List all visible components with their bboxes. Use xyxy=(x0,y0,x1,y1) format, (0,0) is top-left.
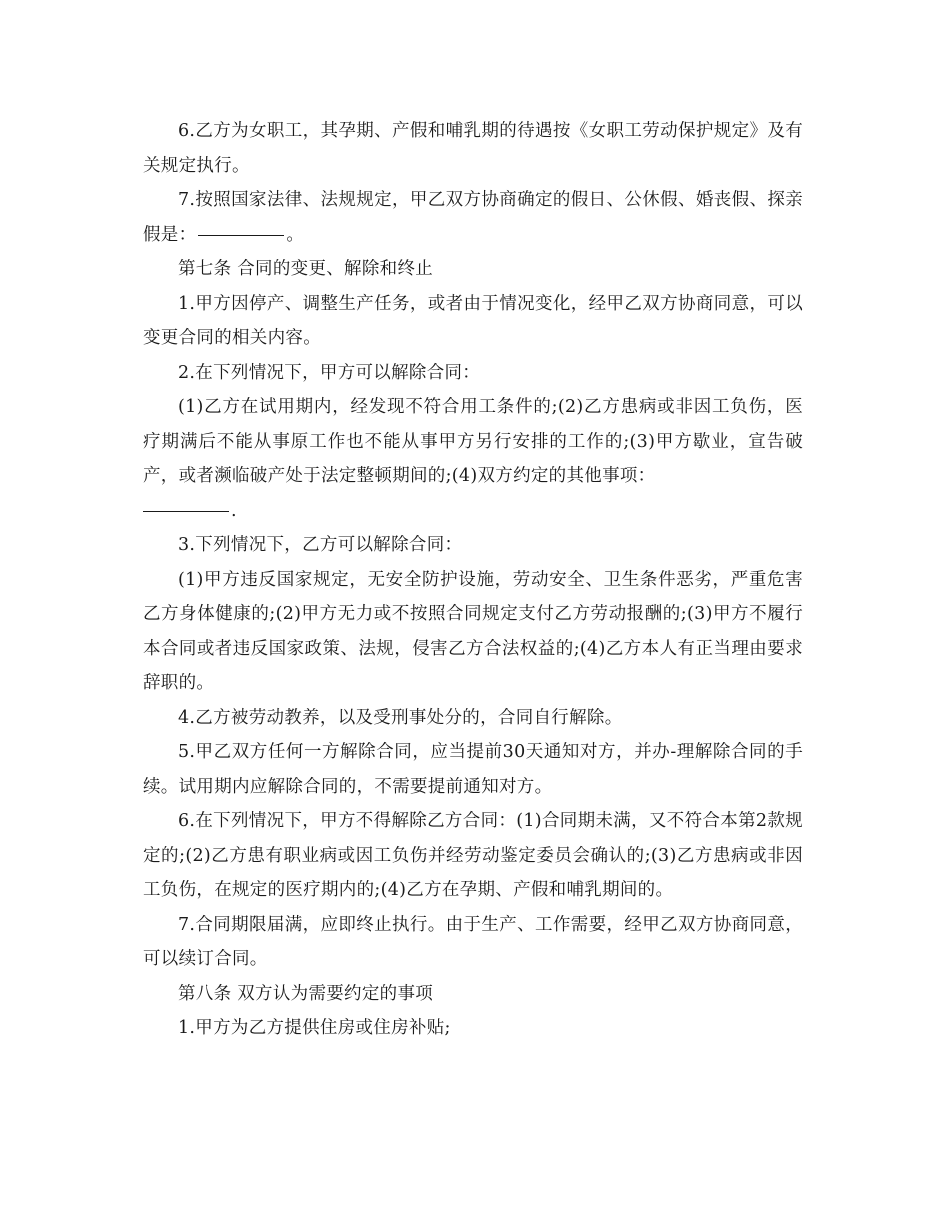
paragraph-text: (1)乙方在试用期内，经发现不符合用工条件的;(2)乙方患病或非因工负伤，医疗期满后不能从事原工作也不能从事甲方另行安排的工作的;(3)甲方歇业，宣告破产，或者濒临破产处于法定整顿期间的;(4)双方约定的其他事项： xyxy=(143,397,803,486)
paragraph-text: 6.乙方为女职工，其孕期、产假和哺乳期的待遇按《女职工劳动保护规定》及有关规定执行。 xyxy=(143,121,803,176)
punctuation: . xyxy=(231,500,237,521)
paragraph-7-7 xyxy=(143,908,803,977)
document-body xyxy=(143,114,803,1046)
fill-in-blank xyxy=(143,510,229,512)
paragraph-7-1 xyxy=(143,287,803,356)
paragraph-7-5 xyxy=(143,735,803,804)
paragraph-text: 1.甲方为乙方提供住房或住房补贴; xyxy=(178,1018,451,1038)
paragraph-text: 4.乙方被劳动教养，以及受刑事处分的，合同自行解除。 xyxy=(178,707,623,728)
paragraph-text: 5.甲乙双方任何一方解除合同，应当提前30天通知对方，并办-理解除合同的手续。试用期内应解除合同的，不需要提前通知对方。 xyxy=(143,742,803,797)
paragraph-text: 7.按照国家法律、法规规定，甲乙双方协商确定的假日、公休假、婚丧假、探亲假是： xyxy=(143,190,803,245)
article-7-heading xyxy=(143,252,803,287)
paragraph-text: 2.在下列情况下，甲方可以解除合同： xyxy=(178,362,481,383)
paragraph-7-3-items xyxy=(143,563,803,701)
paragraph-7-holidays xyxy=(143,183,803,252)
paragraph-8-1 xyxy=(143,1011,803,1046)
paragraph-7-2-items xyxy=(143,390,803,494)
paragraph-text: (1)甲方违反国家规定，无安全防护设施，劳动安全、卫生条件恶劣，严重危害乙方身体健康的;(2)甲方无力或不按照合同规定支付乙方劳动报酬的;(3)甲方不履行本合同或者违反国家政策、法规，侵害乙方合法权益的;(4)乙方本人有正当理由要求辞职的。 xyxy=(143,569,803,693)
paragraph-text: 6.在下列情况下，甲方不得解除乙方合同：(1)合同期未满，又不符合本第2款规定的;(2)乙方患有职业病或因工负伤并经劳动鉴定委员会确认的;(3)乙方患病或非因工负伤，在规定的医疗期内的;(4)乙方在孕期、产假和哺乳期间的。 xyxy=(143,811,803,900)
paragraph-6-female-workers xyxy=(143,114,803,183)
fill-in-blank xyxy=(198,234,284,236)
paragraph-7-6 xyxy=(143,804,803,908)
paragraph-text: 1.甲方因停产、调整生产任务，或者由于情况变化，经甲乙双方协商同意，可以变更合同的相关内容。 xyxy=(143,293,803,348)
paragraph-text: 3.下列情况下，乙方可以解除合同： xyxy=(178,535,463,555)
paragraph-7-4 xyxy=(143,701,803,736)
article-heading: 第七条 合同的变更、解除和终止 xyxy=(178,259,434,279)
article-8-heading xyxy=(143,977,803,1012)
paragraph-7-3 xyxy=(143,528,803,563)
paragraph-text: 7.合同期限届满，应即终止执行。由于生产、工作需要，经甲乙双方协商同意，可以续订合同。 xyxy=(143,914,803,969)
punctuation: 。 xyxy=(286,224,305,245)
paragraph-7-2 xyxy=(143,356,803,391)
article-heading: 第八条 双方认为需要约定的事项 xyxy=(178,983,434,1004)
paragraph-7-2-blank-line xyxy=(143,494,803,529)
